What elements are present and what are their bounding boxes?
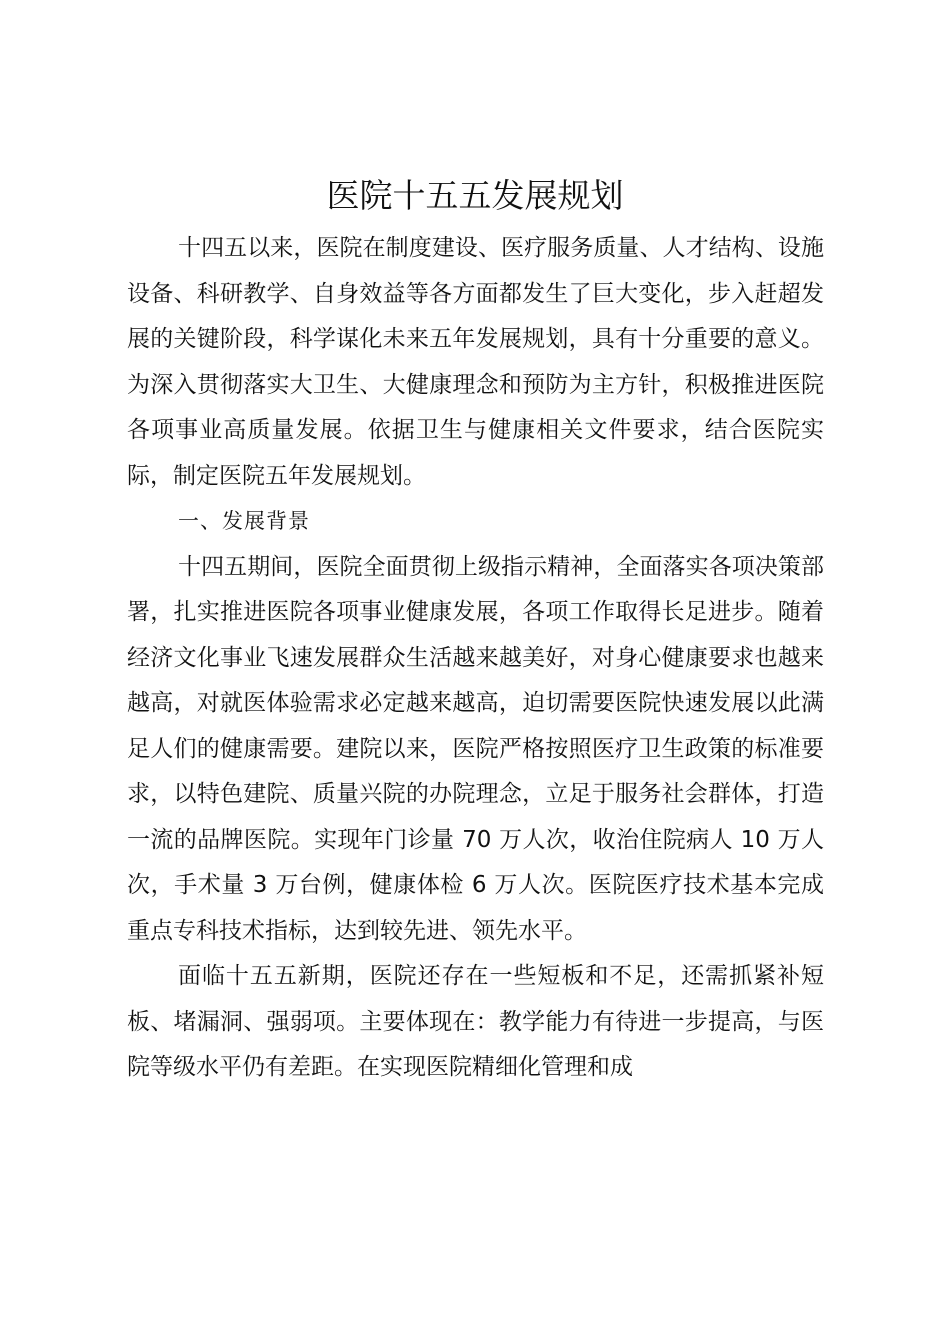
section-heading-background: 一、发展背景	[178, 509, 310, 533]
document-title: 医院十五五发展规划	[326, 176, 624, 215]
intro-paragraph: 十四五以来，医院在制度建设、医疗服务质量、人才结构、设施设备、科研教学、自身效益等各方面都发生了巨大变化，步入赶超发展的关键阶段，科学谋化未来五年发展规划，具有十分重要的意义。为深入贯彻落实大卫生、大健康理念和预防为主方针，积极推进医院各项事业高质量发展。依据卫生与健康相关文件要求，结合医院实际，制定医院五年发展规划。	[127, 235, 824, 489]
background-paragraph-2: 面临十五五新期，医院还存在一些短板和不足，还需抓紧补短板、堵漏洞、强弱项。主要体现在：教学能力有待进一步提高，与医院等级水平仍有差距。在实现医院精细化管理和成	[127, 963, 824, 1080]
document-body	[127, 226, 824, 1091]
background-paragraph-1: 十四五期间，医院全面贯彻上级指示精神，全面落实各项决策部署，扎实推进医院各项事业健康发展，各项工作取得长足进步。随着经济文化事业飞速发展群众生活越来越美好，对身心健康要求也越来越高，对就医体验需求必定越来越高，迫切需要医院快速发展以此满足人们的健康需要。建院以来，医院严格按照医疗卫生政策的标准要求，以特色建院、质量兴院的办院理念，立足于服务社会群体，打造一流的品牌医院。实现年门诊量 70 万人次，收治住院病人 10 万人次，手术量 3 万台例，健康体检 6 万人次。医院医疗技术基本完成重点专科技术指标，达到较先进、领先水平。	[127, 553, 824, 944]
